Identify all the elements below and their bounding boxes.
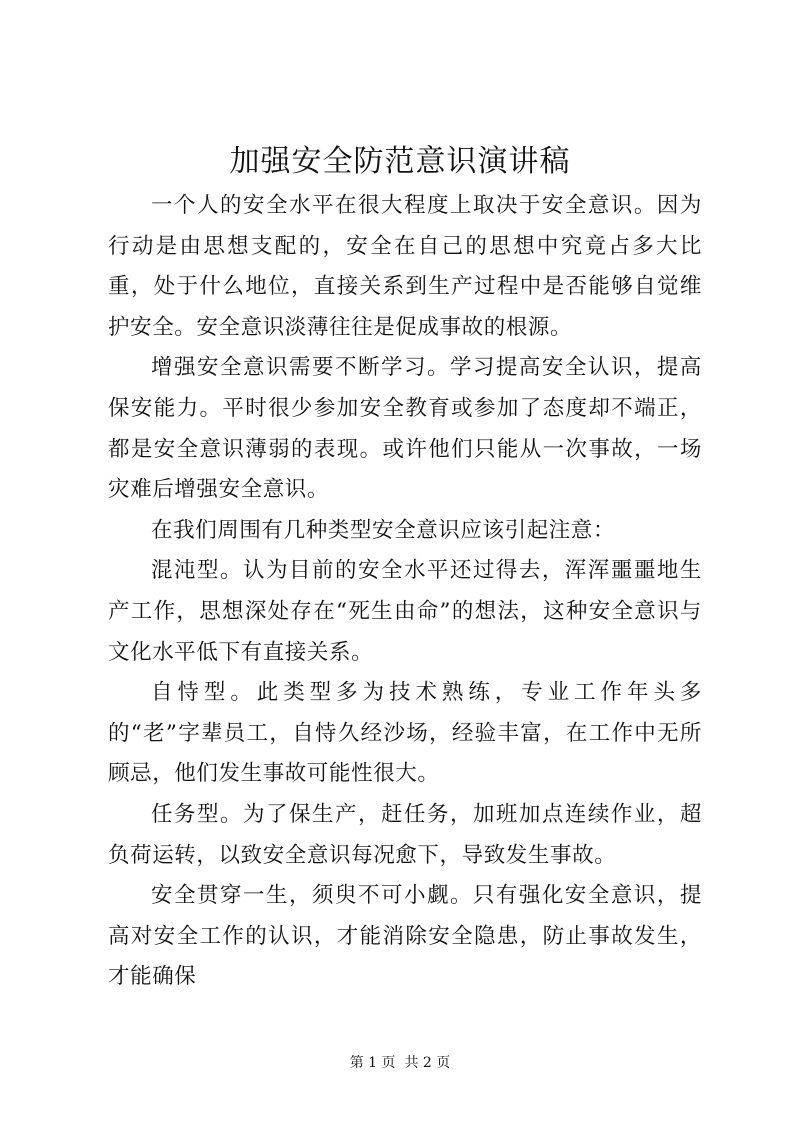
document-title: 加强安全防范意识演讲稿 bbox=[229, 144, 571, 179]
paragraph: 混沌型。认为目前的安全水平还过得去，浑浑噩噩地生产工作，思想深处存在“死生由命”的想法，这种安全意识与文化水平低下有直接关系。 bbox=[108, 558, 702, 665]
page-footer bbox=[0, 1053, 800, 1073]
document-body bbox=[108, 186, 702, 998]
paragraph: 在我们周围有几种类型安全意识应该引起注意： bbox=[151, 517, 616, 543]
paragraph: 增强安全意识需要不断学习。学习提高安全认识，提高保安能力。平时很少参加安全教育或参加了态度却不端正，都是安全意识薄弱的表现。或许他们只能从一次事故，一场灾难后增强安全意识。 bbox=[108, 355, 702, 503]
paragraph: 自恃型。此类型多为技术熟练，专业工作年头多的“老”字辈员工，自恃久经沙场，经验丰富，在工作中无所顾忌，他们发生事故可能性很大。 bbox=[108, 680, 702, 787]
paragraph: 安全贯穿一生，须臾不可小觑。只有强化安全意识，提高对安全工作的认识，才能消除安全隐患，防止事故发生，才能确保 bbox=[108, 883, 702, 990]
paragraph: 一个人的安全水平在很大程度上取决于安全意识。因为行动是由思想支配的，安全在自己的思想中究竟占多大比重，处于什么地位，直接关系到生产过程中是否能够自觉维护安全。安全意识淡薄往往是促成事故的根源。 bbox=[108, 193, 702, 340]
page-number-label: 第 1 页 共 2 页 bbox=[349, 1055, 451, 1071]
paragraph: 任务型。为了保生产，赶任务，加班加点连续作业，超负荷运转，以致安全意识每况愈下，导致发生事故。 bbox=[108, 801, 702, 868]
